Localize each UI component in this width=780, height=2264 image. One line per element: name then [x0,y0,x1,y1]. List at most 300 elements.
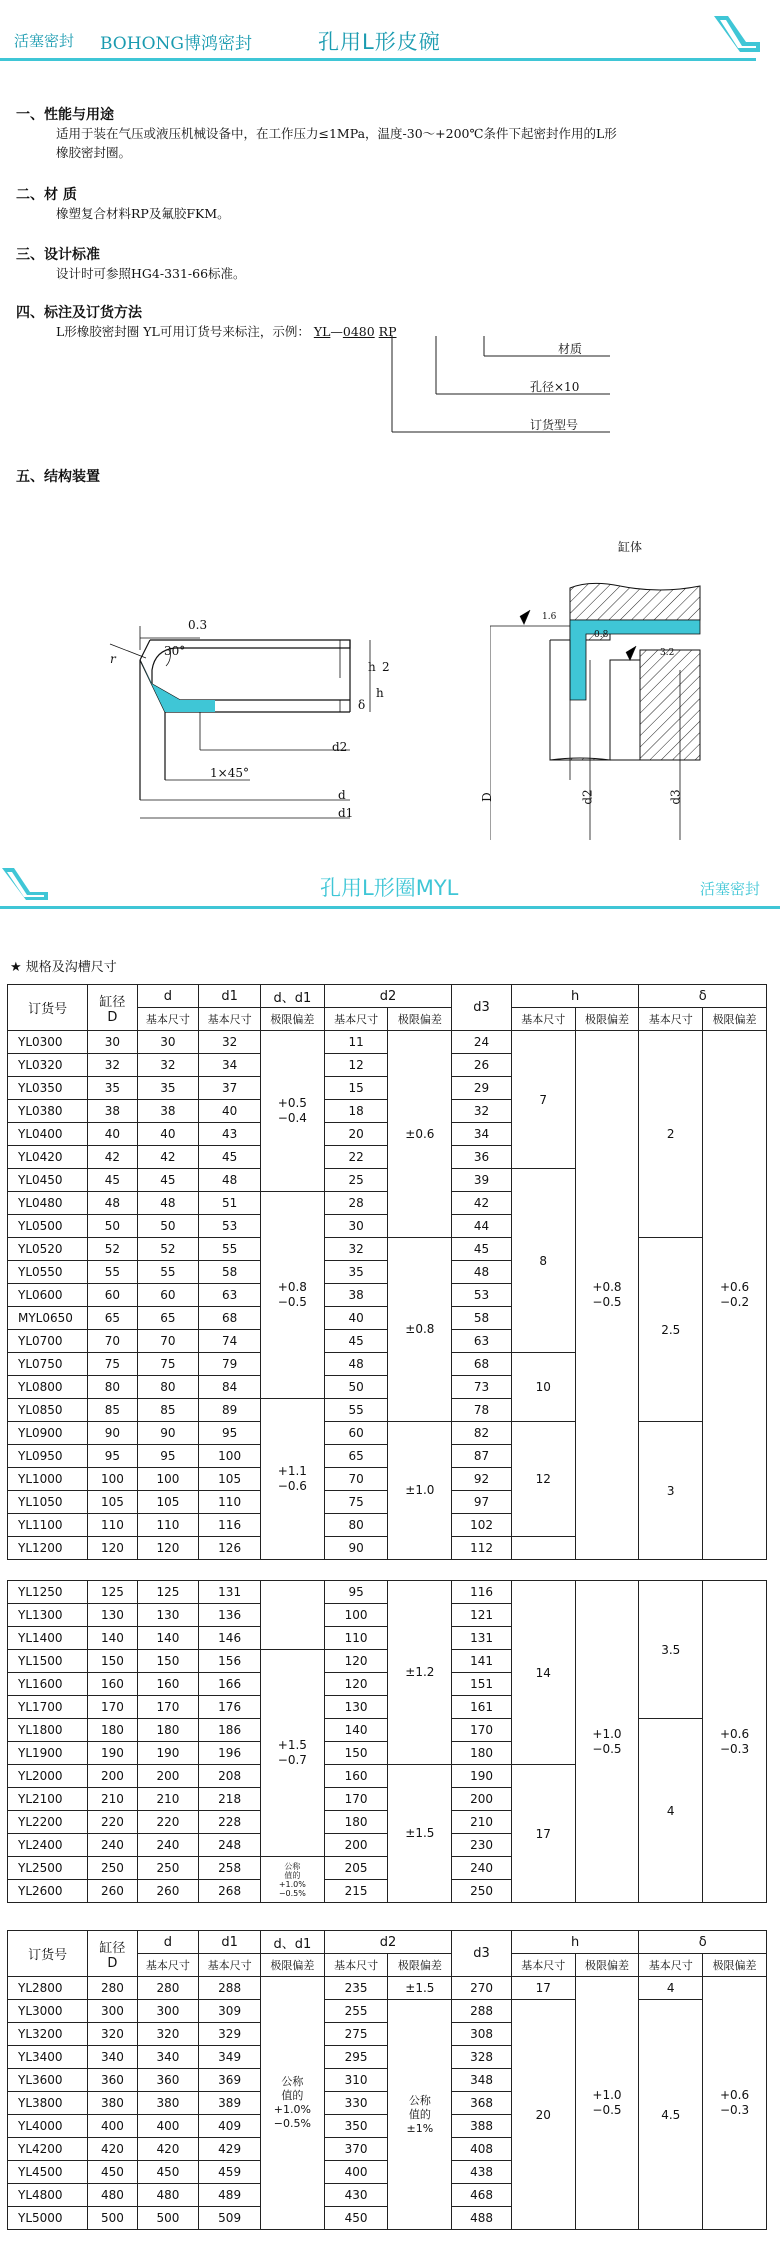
cell-bore: 200 [88,1765,137,1788]
sub-basic: 基本尺寸 [137,1954,199,1977]
code-dash: — [330,324,343,339]
section-ordering-text [56,322,397,341]
cell-delta: 2.5 [639,1238,703,1422]
finish-3-2: 3.2 [660,648,675,658]
cell-delta-tol: +0.6 −0.3 [703,1581,767,1903]
cell-order: YL4800 [8,2184,88,2207]
cell-d3: 348 [452,2069,512,2092]
cell-d2-tol: ±1.5 [388,1765,452,1903]
cell-order: YL2000 [8,1765,88,1788]
cell-d1: 459 [199,2161,261,2184]
section-standard-text: 设计时可参照HG4-331-66标准。 [56,266,246,281]
cell-d3: 368 [452,2092,512,2115]
cell-order: YL3200 [8,2023,88,2046]
cell-bore: 55 [88,1261,137,1284]
cell-bore: 70 [88,1330,137,1353]
header-divider [0,58,756,61]
cell-h: 17 [511,1977,575,2000]
cell-bore: 260 [88,1880,137,1903]
col-d1: d1 [199,985,261,1008]
cell-d: 105 [137,1491,199,1514]
section-usage-text2: 橡胶密封圈。 [56,145,132,160]
cell-d2: 25 [324,1169,388,1192]
cell-d3: 112 [452,1537,512,1560]
cell-bore: 210 [88,1788,137,1811]
col-delta: δ [639,1931,767,1954]
cell-order: YL1100 [8,1514,88,1537]
sub-basic: 基本尺寸 [324,1954,388,1977]
cell-h: 14 [511,1581,575,1765]
cell-bore: 30 [88,1031,137,1054]
cell-d: 250 [137,1857,199,1880]
cell-d1: 95 [199,1422,261,1445]
cell-h: 10 [511,1353,575,1422]
cell-d1: 186 [199,1719,261,1742]
dim-h-small: h [368,660,376,674]
cell-bore: 38 [88,1100,137,1123]
cell-d2: 130 [324,1696,388,1719]
cell-d1: 268 [199,1880,261,1903]
cell-d3: 63 [452,1330,512,1353]
col-dd1: d、d1 [260,1931,324,1954]
cell-d: 340 [137,2046,199,2069]
cell-order: YL0600 [8,1284,88,1307]
cell-d: 120 [137,1537,199,1560]
cell-d3: 488 [452,2207,512,2230]
cell-d1: 53 [199,1215,261,1238]
cell-d2: 140 [324,1719,388,1742]
cell-order: YL3400 [8,2046,88,2069]
cell-d3: 82 [452,1422,512,1445]
cell-d3: 48 [452,1261,512,1284]
cell-d3: 308 [452,2023,512,2046]
brand-logo-icon-left [0,866,50,906]
cell-bore: 160 [88,1673,137,1696]
cell-d1: 79 [199,1353,261,1376]
cell-bore: 420 [88,2138,137,2161]
cell-d1: 218 [199,1788,261,1811]
cell-d3: 78 [452,1399,512,1422]
cell-bore: 130 [88,1604,137,1627]
cell-d2: 215 [324,1880,388,1903]
cell-bore: 85 [88,1399,137,1422]
cell-dd1-empty [260,1581,324,1650]
cell-delta: 3.5 [639,1581,703,1719]
cell-d: 480 [137,2184,199,2207]
legend-material: 材质 [558,342,583,356]
cell-order: YL0900 [8,1422,88,1445]
cell-d3: 388 [452,2115,512,2138]
sub-tol: 极限偏差 [388,1008,452,1031]
mid-brand: 活塞密封 [700,880,761,898]
cell-bore: 75 [88,1353,137,1376]
section-usage [16,104,617,162]
cell-d1: 196 [199,1742,261,1765]
cell-order: YL1050 [8,1491,88,1514]
cell-h: 7 [511,1031,575,1169]
brand-en: BOHONG博鸿密封 [100,34,252,54]
col-bore-sub: D [107,1955,118,1971]
col-bore-label: 缸径 [99,994,126,1010]
cell-d2-tol: ±0.8 [388,1238,452,1422]
cell-order: YL0550 [8,1261,88,1284]
cell-dd1-tol-pct-line: 值的 [284,1870,301,1880]
table-row [8,1581,767,1604]
section-usage-text1: 适用于装在气压或液压机械设备中，在工作压力≤1MPa，温度-30～+200℃条件下起密封作用的L形 [56,126,617,141]
col-d: d [137,985,199,1008]
cell-bore: 300 [88,2000,137,2023]
cell-d: 500 [137,2207,199,2230]
col-bore [88,1931,137,1977]
cell-d2: 310 [324,2069,388,2092]
cell-order: YL1800 [8,1719,88,1742]
cell-bore: 50 [88,1215,137,1238]
cell-d2: 110 [324,1627,388,1650]
cell-delta: 4.5 [639,2000,703,2230]
cell-d1: 329 [199,2023,261,2046]
cell-d1: 63 [199,1284,261,1307]
cell-d1: 32 [199,1031,261,1054]
cell-d: 65 [137,1307,199,1330]
cell-d3: 87 [452,1445,512,1468]
cell-order: YL5000 [8,2207,88,2230]
cell-d2: 75 [324,1491,388,1514]
cell-d: 300 [137,2000,199,2023]
cell-d: 210 [137,1788,199,1811]
dim-2: 2 [382,660,390,674]
cell-order: YL4000 [8,2115,88,2138]
cell-d1: 309 [199,2000,261,2023]
dim-30deg: 30° [164,644,186,658]
mid-title: 孔用L形圈MYL [320,876,459,900]
cell-bore: 190 [88,1742,137,1765]
cell-d2-tol-line: ±1% [406,2121,434,2135]
cell-d1: 48 [199,1169,261,1192]
table-row [8,1977,767,2000]
cell-d2: 430 [324,2184,388,2207]
section-structure [16,466,100,486]
cell-d1: 248 [199,1834,261,1857]
top-header [0,0,780,60]
cell-d2: 160 [324,1765,388,1788]
cell-d: 450 [137,2161,199,2184]
cell-d: 48 [137,1192,199,1215]
cell-d1: 55 [199,1238,261,1261]
cell-d: 110 [137,1514,199,1537]
cell-delta-tol: +0.6 −0.2 [703,1031,767,1560]
cell-d3: 151 [452,1673,512,1696]
cell-h: 17 [511,1765,575,1903]
table-row [8,1719,767,1742]
cell-d3: 34 [452,1123,512,1146]
cell-d: 400 [137,2115,199,2138]
table-row [8,1238,767,1261]
sub-basic: 基本尺寸 [137,1008,199,1031]
cell-d: 380 [137,2092,199,2115]
section-standard-heading: 三、设计标准 [16,247,100,263]
cell-d3: 438 [452,2161,512,2184]
cell-dd1-tol: +1.1 −0.6 [260,1399,324,1560]
cell-d: 55 [137,1261,199,1284]
cell-bore: 240 [88,1834,137,1857]
cell-d3: 250 [452,1880,512,1903]
cell-d3: 44 [452,1215,512,1238]
col-delta: δ [639,985,767,1008]
cell-d3: 328 [452,2046,512,2069]
code-material: RP [378,324,397,339]
ordering-text: L形橡胶密封圈 YL可用订货号来标注，示例： [56,324,310,339]
cell-d: 100 [137,1468,199,1491]
cell-d3: 270 [452,1977,512,2000]
cell-d2: 200 [324,1834,388,1857]
cell-bore: 360 [88,2069,137,2092]
cell-d1: 146 [199,1627,261,1650]
cell-order: YL0320 [8,1054,88,1077]
cell-dd1-tol-pct [260,1857,324,1903]
cell-d3: 42 [452,1192,512,1215]
cell-d2: 22 [324,1146,388,1169]
cell-d: 360 [137,2069,199,2092]
cell-d2: 50 [324,1376,388,1399]
cell-d2: 60 [324,1422,388,1445]
sub-tol: 极限偏差 [703,1008,767,1031]
cell-bore: 450 [88,2161,137,2184]
cell-d2: 30 [324,1215,388,1238]
cell-bore: 320 [88,2023,137,2046]
cell-d1: 349 [199,2046,261,2069]
cell-d2: 45 [324,1330,388,1353]
cell-d1: 136 [199,1604,261,1627]
cell-bore: 125 [88,1581,137,1604]
section-standard [16,244,246,283]
cell-d3: 180 [452,1742,512,1765]
table-row [8,1422,767,1445]
seal-section-drawing [40,600,380,850]
cell-d: 190 [137,1742,199,1765]
cell-d3: 240 [452,1857,512,1880]
cell-d: 180 [137,1719,199,1742]
cell-dd1-tol-line: −0.5% [273,2117,311,2130]
cell-d: 75 [137,1353,199,1376]
section-ordering-heading: 四、标注及订货方法 [16,305,142,321]
cell-d2: 35 [324,1261,388,1284]
cell-d1: 489 [199,2184,261,2207]
cell-order: YL1600 [8,1673,88,1696]
cell-d3: 53 [452,1284,512,1307]
cell-d2-tol: ±0.6 [388,1031,452,1238]
cell-bore: 340 [88,2046,137,2069]
cell-d3: 200 [452,1788,512,1811]
cell-bore: 140 [88,1627,137,1650]
table-row [8,2000,767,2023]
cell-d1: 288 [199,1977,261,2000]
cell-d: 240 [137,1834,199,1857]
cell-order: YL3600 [8,2069,88,2092]
cell-dd1-tol-line: 值的 [281,2089,304,2102]
section-material-heading: 二、材 质 [16,187,77,203]
cell-order: YL2800 [8,1977,88,2000]
cell-order: YL3800 [8,2092,88,2115]
cell-d2-tol: ±1.2 [388,1581,452,1765]
col-order: 订货号 [8,985,88,1031]
cell-d1: 166 [199,1673,261,1696]
page-title: 孔用L形皮碗 [318,30,441,54]
cell-d: 280 [137,1977,199,2000]
section-material [16,184,230,223]
col-d3: d3 [452,985,512,1031]
cell-d3: 190 [452,1765,512,1788]
cell-dd1-tol-line: 公称 [281,2075,304,2088]
sub-tol: 极限偏差 [703,1954,767,1977]
cell-order: YL2100 [8,1788,88,1811]
cell-dd1-tol-line: +1.0% [273,2103,311,2116]
cell-d1: 40 [199,1100,261,1123]
cell-d: 35 [137,1077,199,1100]
sub-basic: 基本尺寸 [199,1008,261,1031]
cell-bore: 480 [88,2184,137,2207]
cell-order: YL0950 [8,1445,88,1468]
cell-d2: 450 [324,2207,388,2230]
cell-d2: 55 [324,1399,388,1422]
cell-d: 70 [137,1330,199,1353]
cell-order: YL1700 [8,1696,88,1719]
cell-d3: 408 [452,2138,512,2161]
cell-d1: 34 [199,1054,261,1077]
cell-d1: 208 [199,1765,261,1788]
cell-d3: 73 [452,1376,512,1399]
sub-basic: 基本尺寸 [511,1008,575,1031]
cell-order: YL0300 [8,1031,88,1054]
cell-order: YL2400 [8,1834,88,1857]
sub-basic: 基本尺寸 [639,1008,703,1031]
cell-d3: 161 [452,1696,512,1719]
cell-d2: 100 [324,1604,388,1627]
ordering-legend-lines [380,336,620,446]
cell-bore: 65 [88,1307,137,1330]
dim-r: r [110,652,116,666]
cell-d: 45 [137,1169,199,1192]
cell-d1: 110 [199,1491,261,1514]
cell-d3: 26 [452,1054,512,1077]
cell-d: 170 [137,1696,199,1719]
cell-d: 40 [137,1123,199,1146]
dim-d1: d1 [338,806,354,820]
cell-d1: 389 [199,2092,261,2115]
col-d3: d3 [452,1931,512,1977]
installation-drawing [490,580,730,840]
cell-order: YL0450 [8,1169,88,1192]
cell-d2-tol: ±1.5 [388,1977,452,2000]
cell-delta: 2 [639,1031,703,1238]
col-d: d [137,1931,199,1954]
cell-order: YL0380 [8,1100,88,1123]
col-d2: d2 [324,985,452,1008]
cell-order: YL1500 [8,1650,88,1673]
dim-d2-right: d2 [580,789,595,805]
cell-d2-tol-line: 公称 [408,2093,431,2107]
cell-d1: 84 [199,1376,261,1399]
cell-d3: 92 [452,1468,512,1491]
mid-divider [0,906,780,909]
cell-order: YL1400 [8,1627,88,1650]
cell-d: 95 [137,1445,199,1468]
cell-d3: 131 [452,1627,512,1650]
cell-bore: 400 [88,2115,137,2138]
cell-d1: 258 [199,1857,261,1880]
sub-tol: 极限偏差 [260,1008,324,1031]
section-ordering [16,302,397,341]
cell-d3: 230 [452,1834,512,1857]
col-dd1: d、d1 [260,985,324,1008]
sub-tol: 极限偏差 [260,1954,324,1977]
cell-d1: 116 [199,1514,261,1537]
cell-dd1-tol-pct [260,1977,324,2230]
sub-basic: 基本尺寸 [324,1008,388,1031]
cell-order: YL1900 [8,1742,88,1765]
dim-d: d [338,788,346,802]
dim-d3: d3 [668,789,683,805]
col-h: h [511,1931,639,1954]
cell-d2: 120 [324,1650,388,1673]
cell-d: 130 [137,1604,199,1627]
cell-order: YL0700 [8,1330,88,1353]
cell-order: YL1000 [8,1468,88,1491]
cell-bore: 170 [88,1696,137,1719]
cell-d2: 32 [324,1238,388,1261]
cell-d2: 15 [324,1077,388,1100]
cell-bore: 110 [88,1514,137,1537]
cell-d1: 58 [199,1261,261,1284]
cell-order: YL0520 [8,1238,88,1261]
mid-header [0,860,780,920]
cell-d: 90 [137,1422,199,1445]
cell-d3: 58 [452,1307,512,1330]
cell-order: YL2600 [8,1880,88,1903]
cell-order: YL0850 [8,1399,88,1422]
cell-d3: 68 [452,1353,512,1376]
cell-order: YL4200 [8,2138,88,2161]
cell-order: YL0500 [8,1215,88,1238]
col-d1: d1 [199,1931,261,1954]
cell-bore: 95 [88,1445,137,1468]
cell-dd1-tol-pct-line: −0.5% [278,1888,306,1898]
cell-d1: 105 [199,1468,261,1491]
sub-basic: 基本尺寸 [639,1954,703,1977]
cell-d2: 38 [324,1284,388,1307]
cell-dd1-tol: +0.5 −0.4 [260,1031,324,1192]
cell-d1: 74 [199,1330,261,1353]
cell-d: 150 [137,1650,199,1673]
cell-delta: 3 [639,1422,703,1560]
section-material-text: 橡塑复合材料RP及氟胶FKM。 [56,206,230,221]
cell-d3: 29 [452,1077,512,1100]
cell-d: 160 [137,1673,199,1696]
cell-d1: 429 [199,2138,261,2161]
cell-d3: 121 [452,1604,512,1627]
brand-logo-icon [712,14,762,60]
cell-order: YL3000 [8,2000,88,2023]
cell-d2: 350 [324,2115,388,2138]
cell-order: YL0420 [8,1146,88,1169]
cell-d3: 45 [452,1238,512,1261]
dim-chamfer: 1×45° [210,766,249,780]
cell-dd1-tol-pct-line: 公称 [284,1861,301,1871]
cell-order: YL1250 [8,1581,88,1604]
cell-d2: 275 [324,2023,388,2046]
cell-d3: 468 [452,2184,512,2207]
cell-d2: 18 [324,1100,388,1123]
cell-d2: 400 [324,2161,388,2184]
